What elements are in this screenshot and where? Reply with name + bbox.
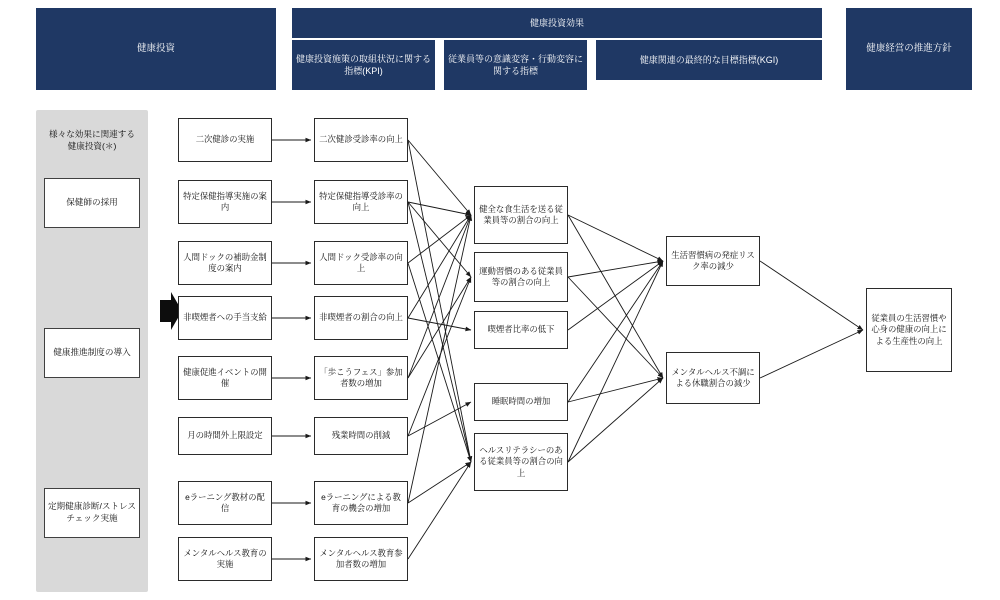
edge-o8-b5 — [408, 462, 471, 559]
kpi-node-k2[interactable]: 特定保健指導実施の案内 — [178, 180, 272, 224]
header-invest: 健康投資 — [36, 8, 276, 90]
header-effect: 健康投資効果 — [292, 8, 822, 38]
edge-b2-g2 — [568, 277, 663, 378]
outcome-node-o6[interactable]: 残業時間の削減 — [314, 417, 408, 455]
behavior-node-b5[interactable]: ヘルスリテラシーのある従業員等の割合の向上 — [474, 433, 568, 491]
edge-o7-b5 — [408, 462, 471, 503]
edge-g1-f1 — [760, 261, 863, 330]
edge-o3-b1 — [408, 215, 471, 263]
kpi-node-k5[interactable]: 健康促進イベントの開催 — [178, 356, 272, 400]
kpi-node-k8[interactable]: メンタルヘルス教育の実施 — [178, 537, 272, 581]
final-node-f1[interactable]: 従業員の生活習慣や心身の健康の向上による生産性の向上 — [866, 288, 952, 372]
edge-o4-b3 — [408, 318, 471, 330]
edge-b4-g1 — [568, 261, 663, 402]
investment-item-1[interactable]: 保健師の採用 — [44, 178, 140, 228]
edge-b4-g2 — [568, 378, 663, 402]
edge-o2-b2 — [408, 202, 471, 277]
edge-o4-b1 — [408, 215, 471, 318]
header-policy: 健康経営の推進方針 — [846, 8, 972, 90]
outcome-node-o2[interactable]: 特定保健指導受診率の向上 — [314, 180, 408, 224]
kpi-node-k7[interactable]: eラーニング教材の配信 — [178, 481, 272, 525]
edge-o6-b2 — [408, 277, 471, 436]
kgi-node-g1[interactable]: 生活習慣病の発症リスク率の減少 — [666, 236, 760, 286]
edge-o5-b1 — [408, 215, 471, 378]
edge-b1-g2 — [568, 215, 663, 378]
kgi-node-g2[interactable]: メンタルヘルス不調による休職割合の減少 — [666, 352, 760, 404]
outcome-node-o8[interactable]: メンタルヘルス教育参加者数の増加 — [314, 537, 408, 581]
kpi-node-k3[interactable]: 人間ドックの補助金制度の案内 — [178, 241, 272, 285]
edge-b1-g1 — [568, 215, 663, 261]
edge-o1-b1 — [408, 140, 471, 215]
edge-o7-b1 — [408, 215, 471, 503]
edge-o2-b1 — [408, 202, 471, 215]
header-awareness: 従業員等の意識変容・行動変容に関する指標 — [444, 40, 587, 90]
kpi-node-k6[interactable]: 月の時間外上限設定 — [178, 417, 272, 455]
edge-b5-g1 — [568, 261, 663, 462]
edge-o6-b4 — [408, 402, 471, 436]
edge-o1-b5 — [408, 140, 471, 462]
investment-title[interactable]: 様々な効果に関連する健康投資(＊) — [49, 129, 135, 151]
investment-item-3[interactable]: 定期健康診断/ストレスチェック実施 — [44, 488, 140, 538]
investment-item-2[interactable]: 健康推進制度の導入 — [44, 328, 140, 378]
edge-o5-b2 — [408, 277, 471, 378]
edge-b5-g2 — [568, 378, 663, 462]
behavior-node-b1[interactable]: 健全な食生活を送る従業員等の割合の向上 — [474, 186, 568, 244]
edge-g2-f1 — [760, 330, 863, 378]
kpi-node-k1[interactable]: 二次健診の実施 — [178, 118, 272, 162]
outcome-node-o7[interactable]: eラーニングによる教育の機会の増加 — [314, 481, 408, 525]
edge-b3-g1 — [568, 261, 663, 330]
edge-b2-g1 — [568, 261, 663, 277]
header-kpi: 健康投資施策の取組状況に関する指標(KPI) — [292, 40, 435, 90]
outcome-node-o5[interactable]: 「歩こうフェス」参加者数の増加 — [314, 356, 408, 400]
outcome-node-o4[interactable]: 非喫煙者の割合の向上 — [314, 296, 408, 340]
outcome-node-o3[interactable]: 人間ドック受診率の向上 — [314, 241, 408, 285]
edge-o2-b5 — [408, 202, 471, 462]
behavior-node-b4[interactable]: 睡眠時間の増加 — [474, 383, 568, 421]
behavior-node-b2[interactable]: 運動習慣のある従業員等の割合の向上 — [474, 252, 568, 302]
edge-o3-b5 — [408, 263, 471, 462]
outcome-node-o1[interactable]: 二次健診受診率の向上 — [314, 118, 408, 162]
header-kgi: 健康関連の最終的な目標指標(KGI) — [596, 40, 822, 80]
kpi-node-k4[interactable]: 非喫煙者への手当支給 — [178, 296, 272, 340]
behavior-node-b3[interactable]: 喫煙者比率の低下 — [474, 311, 568, 349]
